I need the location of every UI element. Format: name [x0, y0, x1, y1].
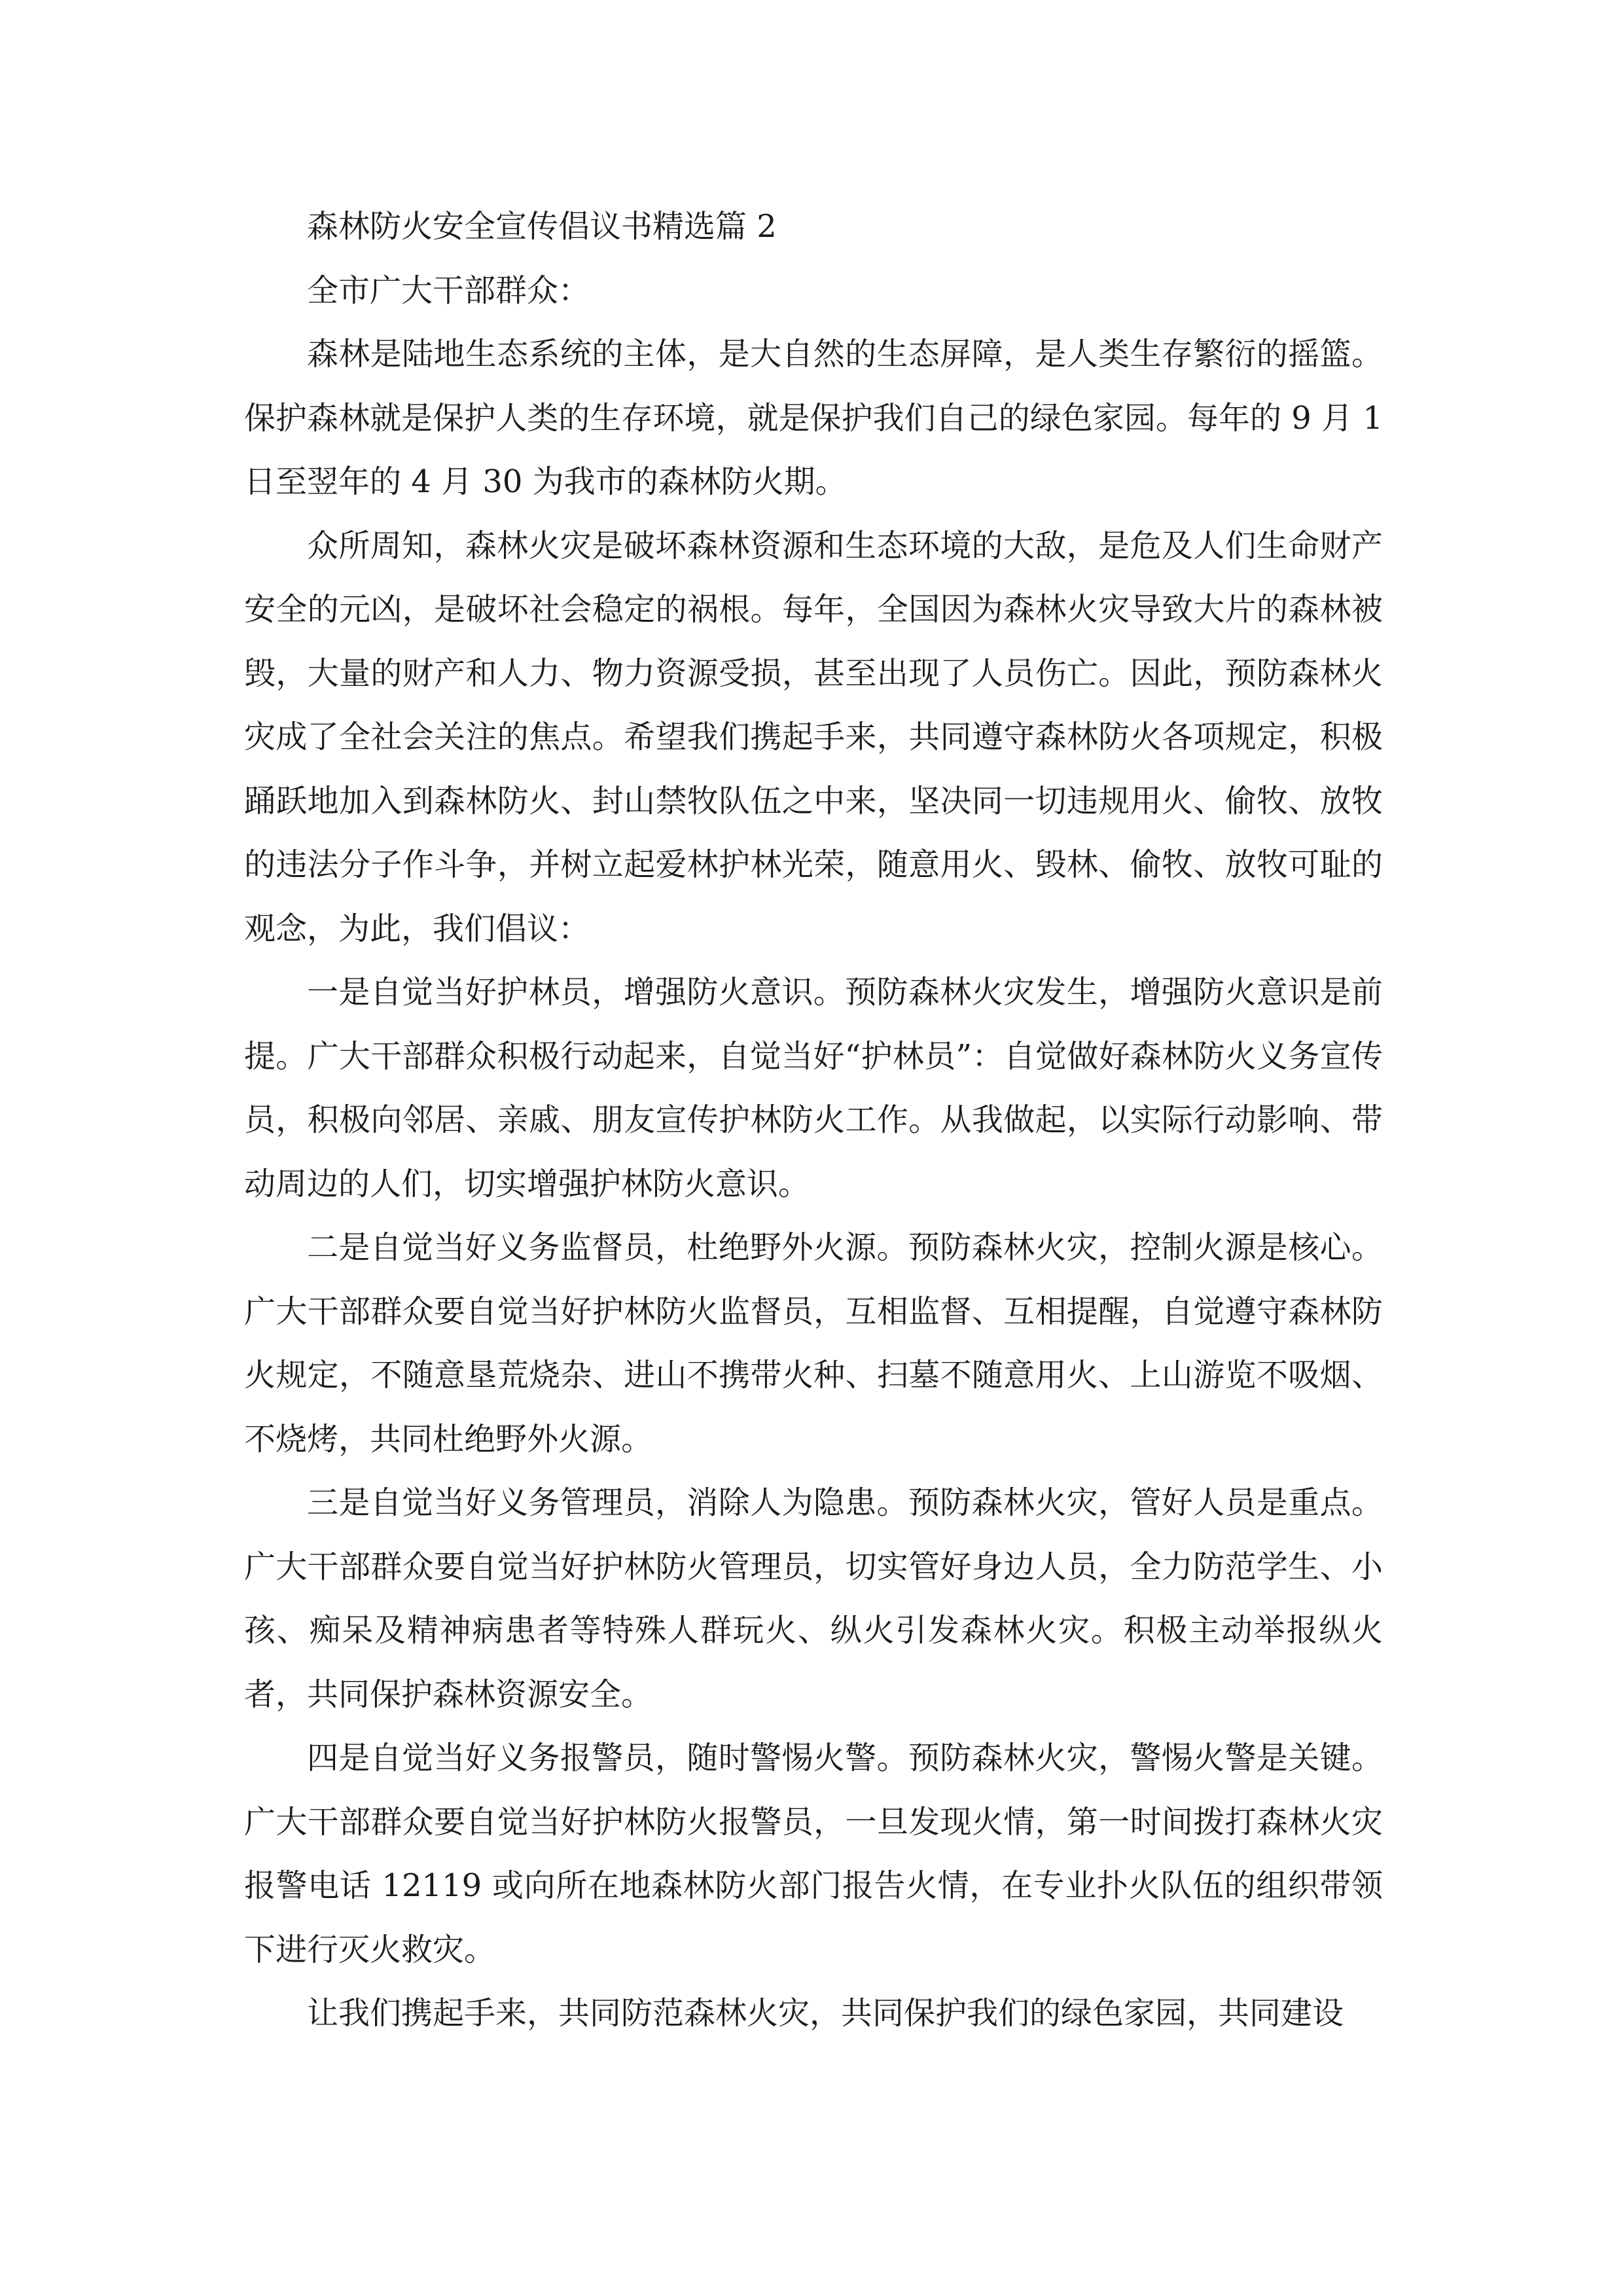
- paragraph-proposal-4: 四是自觉当好义务报警员，随时警惕火警。预防森林火灾，警惕火警是关键。广大干部群众要自觉当好护林防火报警员，一旦发现火情，第一时间拨打森林火灾报警电话 12119 或向所在地森林防火部门报告火情，在专业扑火队伍的组织带领下进行灭火救灾。: [244, 1740, 1383, 1968]
- salutation: 全市广大干部群众：: [307, 272, 590, 309]
- paragraph-intro: 森林是陆地生态系统的主体，是大自然的生态屏障，是人类生存繁衍的摇篮。保护森林就是保护人类的生存环境，就是保护我们自己的绿色家园。每年的 9 月 1 日至翌年的 4 月 30 为我市的森林防火期。: [244, 336, 1383, 500]
- paragraph-background: 众所周知，森林火灾是破坏森林资源和生态环境的大敌，是危及人们生命财产安全的元凶，是破坏社会稳定的祸根。每年，全国因为森林火灾导致大片的森林被毁，大量的财产和人力、物力资源受损，甚至出现了人员伤亡。因此，预防森林火灾成了全社会关注的焦点。希望我们携起手来，共同遵守森林防火各项规定，积极踊跃地加入到森林防火、封山禁牧队伍之中来，坚决同一切违规用火、偷牧、放牧的违法分子作斗争，并树立起爱林护林光荣，随意用火、毁林、偷牧、放牧可耻的观念，为此，我们倡议：: [244, 527, 1383, 947]
- document-title: 森林防火安全宣传倡议书精选篇 2: [307, 208, 777, 245]
- document-body: [244, 195, 1383, 2046]
- paragraph-proposal-3: 三是自觉当好义务管理员，消除人为隐患。预防森林火灾，管好人员是重点。广大干部群众要自觉当好护林防火管理员，切实管好身边人员，全力防范学生、小孩、痴呆及精神病患者等特殊人群玩火、纵火引发森林火灾。积极主动举报纵火者，共同保护森林资源安全。: [244, 1484, 1383, 1713]
- paragraph-closing: 让我们携起手来，共同防范森林火灾，共同保护我们的绿色家园，共同建设: [307, 1995, 1344, 2032]
- paragraph-proposal-2: 二是自觉当好义务监督员，杜绝野外火源。预防森林火灾，控制火源是核心。广大干部群众要自觉当好护林防火监督员，互相监督、互相提醒，自觉遵守森林防火规定，不随意垦荒烧杂、进山不携带火种、扫墓不随意用火、上山游览不吸烟、不烧烤，共同杜绝野外火源。: [244, 1229, 1383, 1458]
- paragraph-proposal-1: 一是自觉当好护林员，增强防火意识。预防森林火灾发生，增强防火意识是前提。广大干部群众积极行动起来，自觉当好“护林员”：自觉做好森林防火义务宣传员，积极向邻居、亲戚、朋友宣传护林防火工作。从我做起，以实际行动影响、带动周边的人们，切实增强护林防火意识。: [244, 974, 1383, 1202]
